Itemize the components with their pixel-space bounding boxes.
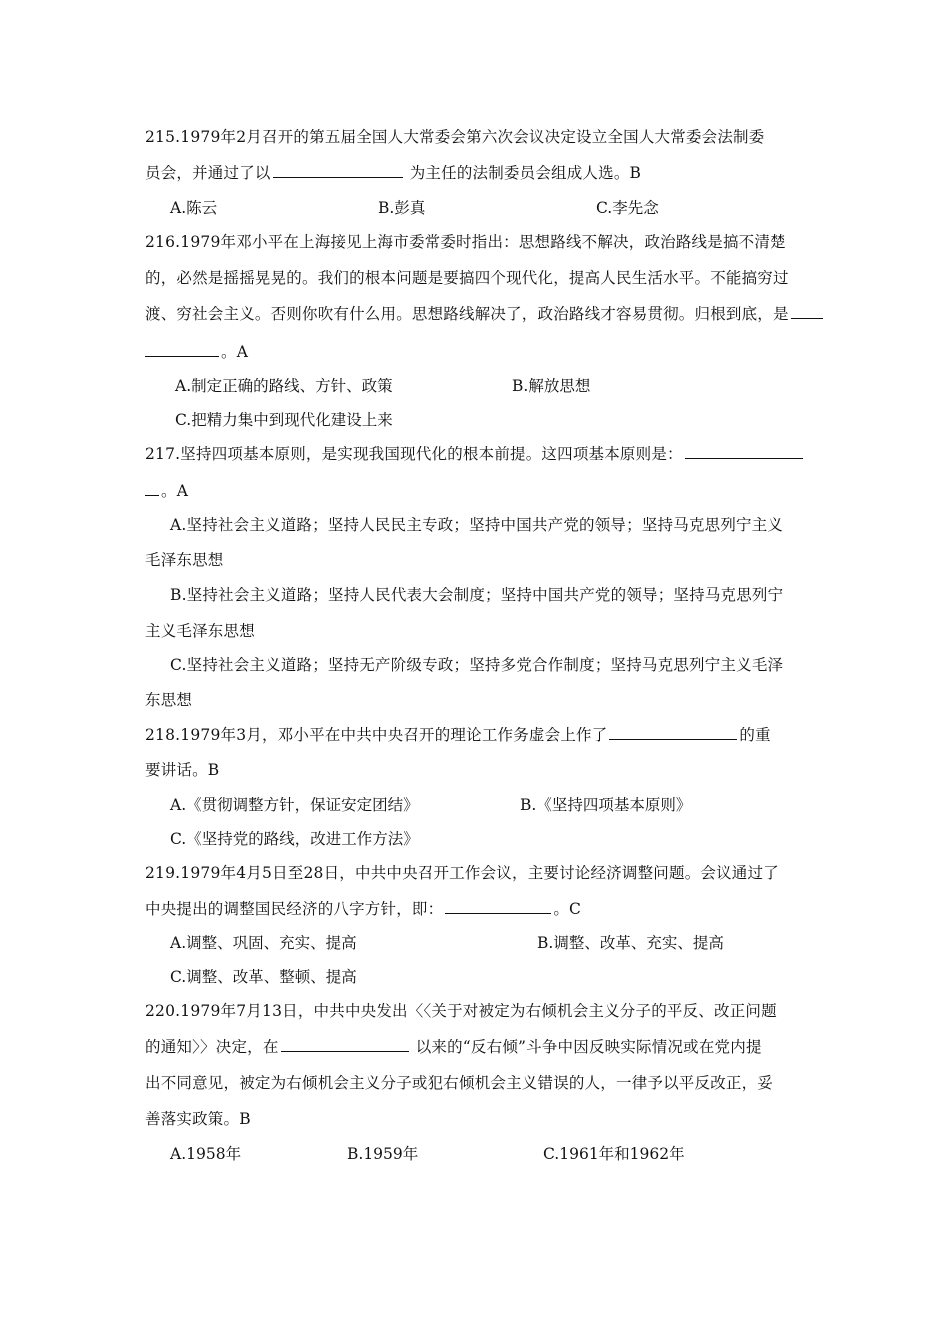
q219-option-c: C.调整、改革、整顿、提高 [170, 968, 357, 986]
q217-option-a-line2: 毛泽东思想 [145, 551, 224, 569]
q216-line2: 的，必然是摇摇晃晃的。我们的根本问题是要搞四个现代化，提高人民生活水平。不能搞穷过 [145, 269, 789, 287]
answer-blank [145, 342, 219, 357]
q219-option-b: B.调整、改革、充实、提高 [537, 934, 724, 952]
q219-line2 [145, 899, 581, 919]
q216-line3 [145, 304, 825, 324]
q220-option-b: B.1959年 [347, 1145, 419, 1163]
q215-line2 [145, 163, 641, 183]
q218-option-a: A.《贯彻调整方针，保证安定团结》 [170, 796, 419, 814]
q217-option-c-line1: C.坚持社会主义道路；坚持无产阶级专政；坚持多党合作制度；坚持马克思列宁主义毛泽 [170, 656, 784, 674]
answer-blank [685, 444, 803, 459]
q219-line2-start: 中央提出的调整国民经济的八字方针，即： [145, 900, 444, 918]
q217-option-b-line1: B.坚持社会主义道路；坚持人民代表大会制度；坚持中国共产党的领导；坚持马克思列宁 [170, 586, 784, 604]
q216-option-c: C.把精力集中到现代化建设上来 [175, 411, 393, 429]
answer-blank [791, 304, 823, 319]
q215-option-c: C.李先念 [596, 199, 659, 217]
q218-line2: 要讲话。B [145, 761, 220, 779]
q217-line1 [145, 444, 805, 464]
q216-option-b: B.解放思想 [512, 377, 591, 395]
q218-line1-start: 218.1979年3月，邓小平在中共中央召开的理论工作务虚会上作了 [145, 726, 608, 744]
q215-line2-end: 为主任的法制委员会组成人选。B [404, 164, 642, 182]
q218-line1-end: 的重 [739, 726, 771, 744]
q219-line1: 219.1979年4月5日至28日，中共中央召开工作会议，主要讨论经济调整问题。会议通过了 [145, 864, 779, 882]
q220-line2 [145, 1037, 762, 1057]
q217-line2 [145, 481, 188, 501]
q220-line3: 出不同意见，被定为右倾机会主义分子或犯右倾机会主义错误的人，一律予以平反改正，妥 [145, 1074, 774, 1092]
q218-option-c: C.《坚持党的路线，改进工作方法》 [170, 830, 419, 848]
q217-option-b-line2: 主义毛泽东思想 [145, 622, 255, 640]
q220-line1: 220.1979年7月13日，中共中央发出〈〈关于对被定为右倾机会主义分子的平反、改正问题 [145, 1002, 777, 1020]
q215-option-b: B.彭真 [378, 199, 426, 217]
q216-option-a: A.制定正确的路线、方针、政策 [175, 377, 393, 395]
answer-blank [445, 899, 551, 914]
q218-option-b: B.《坚持四项基本原则》 [520, 796, 692, 814]
q218-line1 [145, 725, 771, 745]
q217-option-a-line1: A.坚持社会主义道路；坚持人民民主专政；坚持中国共产党的领导；坚持马克思列宁主义 [170, 516, 784, 534]
q217-line1-text: 217.坚持四项基本原则，是实现我国现代化的根本前提。这四项基本原则是： [145, 445, 683, 463]
q219-option-a: A.调整、巩固、充实、提高 [170, 934, 357, 952]
answer-blank [281, 1037, 409, 1052]
q216-line1: 216.1979年邓小平在上海接见上海市委常委时指出：思想路线不解决，政治路线是搞不清楚 [145, 233, 786, 251]
q215-line1: 215.1979年2月召开的第五届全国人大常委会第六次会议决定设立全国人大常委会法制委 [145, 128, 765, 146]
q220-line2-start: 的通知〉〉决定，在 [145, 1038, 279, 1056]
q216-line3-text: 渡、穷社会主义。否则你吹有什么用。思想路线解决了，政治路线才容易贯彻。归根到底，是 [145, 305, 789, 323]
answer-blank [273, 163, 403, 178]
answer-blank [145, 481, 159, 496]
answer-blank [609, 725, 737, 740]
q220-option-a: A.1958年 [170, 1145, 242, 1163]
q220-option-c: C.1961年和1962年 [543, 1145, 685, 1163]
q217-option-c-line2: 东思想 [145, 691, 193, 709]
q215-option-a: A.陈云 [170, 199, 218, 217]
q216-line4-end: 。A [221, 343, 249, 361]
q220-line2-end: 以来的“反右倾”斗争中因反映实际情况或在党内提 [410, 1038, 762, 1056]
q215-line2-start: 员会，并通过了以 [145, 164, 271, 182]
q220-line4: 善落实政策。B [145, 1110, 251, 1128]
q219-line2-end: 。C [553, 900, 582, 918]
q217-line2-end: 。A [161, 482, 189, 500]
q216-line4 [145, 342, 248, 362]
